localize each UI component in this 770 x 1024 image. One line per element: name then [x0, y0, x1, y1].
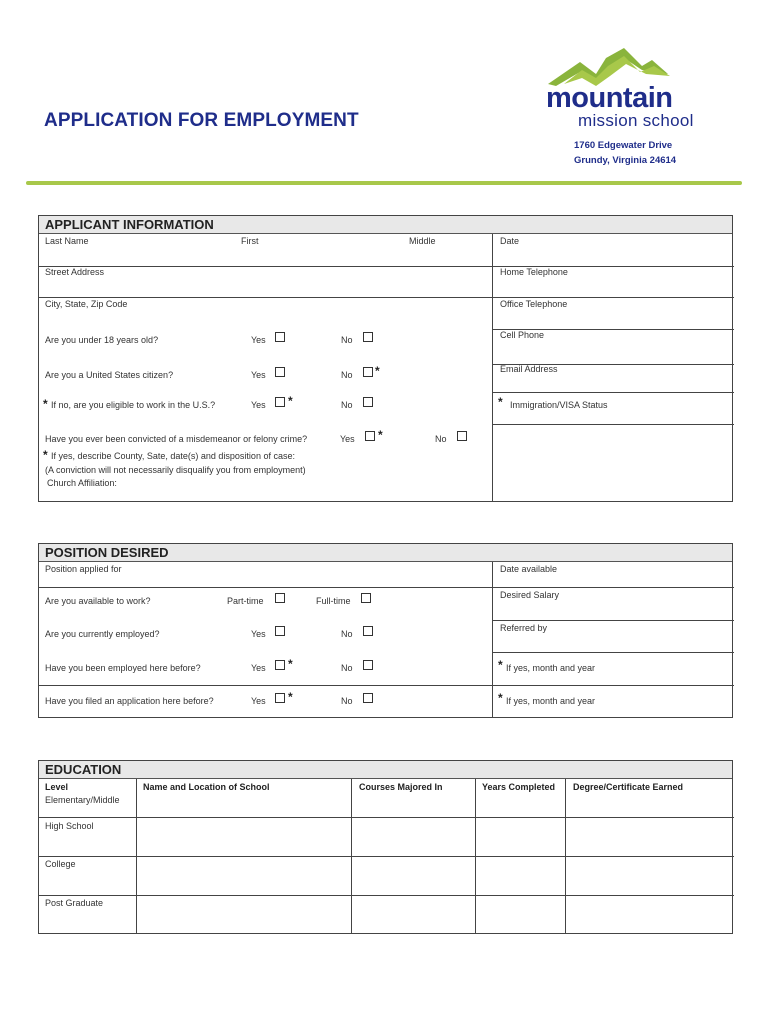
row-divider — [492, 424, 734, 425]
cell-phone-field[interactable]: Cell Phone — [500, 330, 545, 340]
yes-label: Yes — [251, 370, 266, 380]
asterisk-marker: * — [375, 364, 380, 378]
filed-yes-checkbox[interactable] — [275, 693, 285, 703]
citizen-yes-checkbox[interactable] — [275, 367, 285, 377]
column-header-courses: Courses Majored In — [359, 782, 443, 792]
row-divider — [39, 856, 734, 857]
row-divider — [39, 587, 734, 588]
eligible-no-checkbox[interactable] — [363, 397, 373, 407]
asterisk-marker: * — [288, 690, 293, 704]
asterisk-marker: * — [288, 394, 293, 408]
yes-label: Yes — [251, 335, 266, 345]
asterisk-marker: * — [288, 657, 293, 671]
page-title: APPLICATION FOR EMPLOYMENT — [44, 110, 359, 131]
asterisk-marker: * — [498, 395, 503, 409]
logo-wordmark: mountain — [546, 82, 673, 114]
column-header-degree: Degree/Certificate Earned — [573, 782, 684, 792]
no-label: No — [341, 663, 353, 673]
table-row-label: High School — [45, 821, 94, 831]
under-18-no-checkbox[interactable] — [363, 332, 373, 342]
filed-before-question: Have you filed an application here before? — [45, 696, 214, 706]
position-desired-section — [38, 543, 733, 718]
column-header-years: Years Completed — [482, 782, 556, 792]
filed-no-checkbox[interactable] — [363, 693, 373, 703]
no-label: No — [341, 400, 353, 410]
row-divider — [492, 392, 734, 393]
no-label: No — [341, 335, 353, 345]
yes-label: Yes — [340, 434, 355, 444]
email-address-field[interactable]: Email Address — [500, 364, 558, 374]
no-label: No — [435, 434, 447, 444]
yes-label: Yes — [251, 696, 266, 706]
date-field[interactable]: Date — [500, 236, 520, 246]
yes-label: Yes — [251, 629, 266, 639]
currently-employed-question: Are you currently employed? — [45, 629, 160, 639]
visa-status-field[interactable]: Immigration/VISA Status — [510, 400, 608, 410]
column-header-level: Level — [45, 782, 69, 792]
no-label: No — [341, 696, 353, 706]
logo-subtitle: mission school — [578, 111, 694, 130]
address-line-1: 1760 Edgewater Drive — [574, 140, 673, 151]
employed-here-question: Have you been employed here before? — [45, 663, 201, 673]
asterisk-marker: * — [43, 448, 48, 462]
under-18-question: Are you under 18 years old? — [45, 335, 159, 345]
asterisk-marker: * — [43, 397, 48, 411]
applicant-information-section — [38, 215, 733, 502]
table-row-label: Elementary/Middle — [45, 795, 120, 805]
no-label: No — [341, 629, 353, 639]
referred-by-field[interactable]: Referred by — [500, 623, 548, 633]
middle-name-field[interactable]: Middle — [409, 236, 436, 246]
street-address-field[interactable]: Street Address — [45, 267, 105, 277]
employed-yes-checkbox[interactable] — [275, 626, 285, 636]
row-divider — [39, 685, 734, 686]
education-section — [38, 760, 733, 934]
conviction-note: (A conviction will not necessarily disqualify you from employment) — [45, 465, 306, 475]
employed-no-checkbox[interactable] — [363, 626, 373, 636]
under-18-yes-checkbox[interactable] — [275, 332, 285, 342]
home-telephone-field[interactable]: Home Telephone — [500, 267, 568, 277]
convicted-question: Have you ever been convicted of a misdemeanor or felony crime? — [45, 434, 308, 444]
first-name-field[interactable]: First — [241, 236, 259, 246]
column-header-school: Name and Location of School — [143, 782, 270, 792]
table-row-label: College — [45, 859, 76, 869]
part-time-checkbox[interactable] — [275, 593, 285, 603]
row-divider — [39, 297, 734, 298]
asterisk-marker: * — [498, 658, 503, 672]
section-heading: POSITION DESIRED — [39, 544, 732, 562]
asterisk-marker: * — [498, 691, 503, 705]
date-available-field[interactable]: Date available — [500, 564, 558, 574]
column-divider — [492, 562, 493, 718]
full-time-label: Full-time — [316, 596, 351, 606]
eligible-question: If no, are you eligible to work in the U.S.? — [51, 400, 216, 410]
convicted-yes-checkbox[interactable] — [365, 431, 375, 441]
full-time-checkbox[interactable] — [361, 593, 371, 603]
last-name-field[interactable]: Last Name — [45, 236, 89, 246]
available-question: Are you available to work? — [45, 596, 151, 606]
describe-instruction: If yes, describe County, Sate, date(s) and disposition of case: — [51, 451, 295, 461]
row-divider — [39, 817, 734, 818]
filed-month-year-field[interactable]: If yes, month and year — [506, 696, 596, 706]
row-divider — [39, 895, 734, 896]
row-divider — [492, 620, 734, 621]
position-applied-field[interactable]: Position applied for — [45, 564, 122, 574]
column-divider — [492, 234, 493, 502]
section-heading: APPLICANT INFORMATION — [39, 216, 732, 234]
office-telephone-field[interactable]: Office Telephone — [500, 299, 568, 309]
header-divider — [26, 181, 742, 185]
convicted-no-checkbox[interactable] — [457, 431, 467, 441]
employed-month-year-field[interactable]: If yes, month and year — [506, 663, 596, 673]
part-time-label: Part-time — [227, 596, 264, 606]
address-line-2: Grundy, Virginia 24614 — [574, 155, 677, 166]
no-label: No — [341, 370, 353, 380]
employed-here-no-checkbox[interactable] — [363, 660, 373, 670]
yes-label: Yes — [251, 663, 266, 673]
eligible-yes-checkbox[interactable] — [275, 397, 285, 407]
employed-here-yes-checkbox[interactable] — [275, 660, 285, 670]
church-affiliation-field[interactable]: Church Affiliation: — [47, 478, 117, 488]
section-heading: EDUCATION — [39, 761, 732, 779]
desired-salary-field[interactable]: Desired Salary — [500, 590, 560, 600]
yes-label: Yes — [251, 400, 266, 410]
row-divider — [39, 266, 734, 267]
asterisk-marker: * — [378, 428, 383, 442]
row-divider — [492, 652, 734, 653]
city-state-zip-field[interactable]: City, State, Zip Code — [45, 299, 128, 309]
citizen-no-checkbox[interactable] — [363, 367, 373, 377]
table-row-label: Post Graduate — [45, 898, 104, 908]
citizen-question: Are you a United States citizen? — [45, 370, 174, 380]
